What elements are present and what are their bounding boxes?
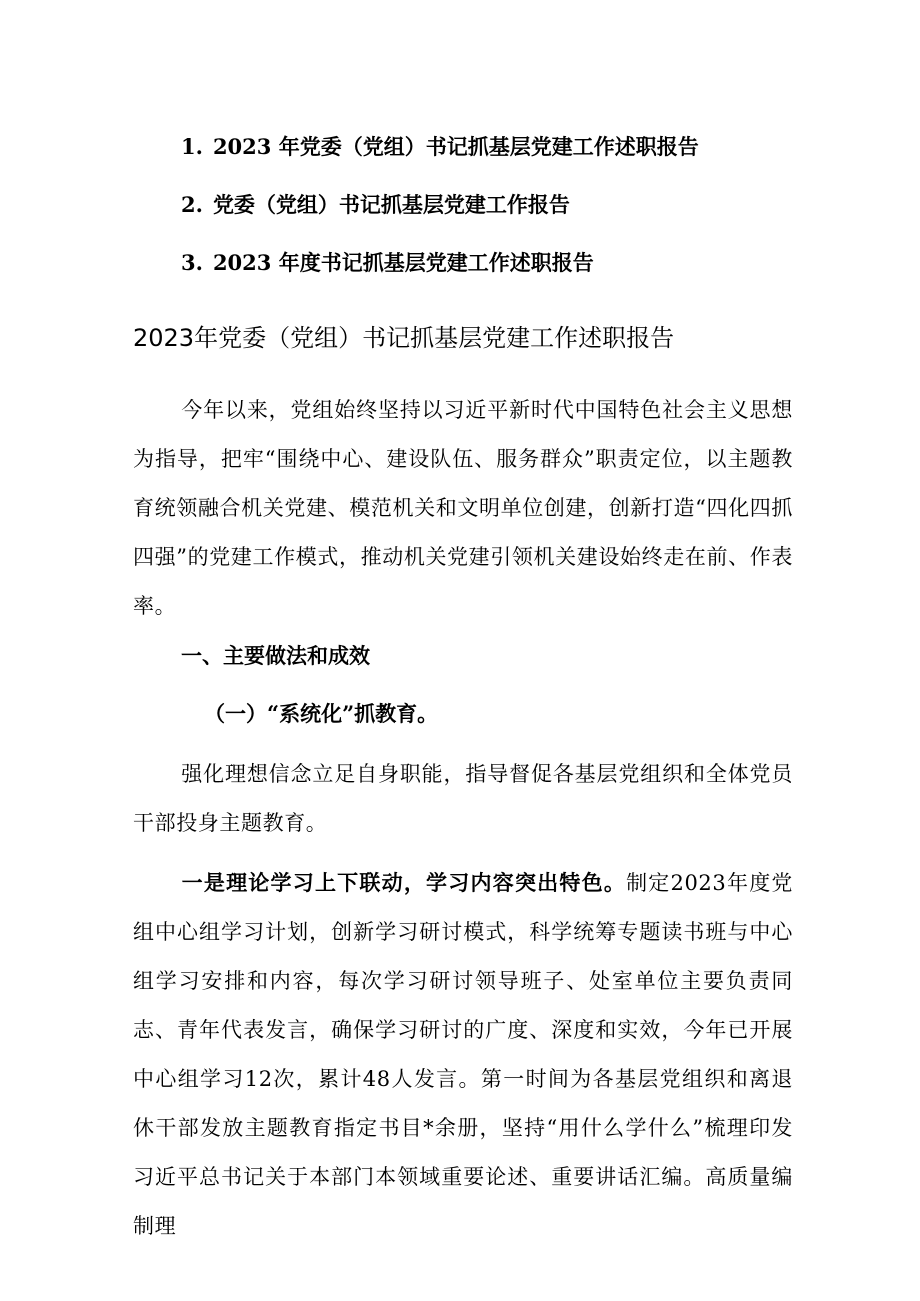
- intro-paragraph: [133, 386, 793, 631]
- toc-item-number: 2.: [181, 192, 203, 217]
- toc-item-text: 2023 年党委（党组）书记抓基层党建工作述职报告: [212, 134, 699, 159]
- point-lead: 一是理论学习上下联动，学习内容突出特色。: [181, 870, 627, 895]
- table-of-contents: [181, 130, 821, 304]
- toc-item-text: 2023 年度书记抓基层党建工作述职报告: [212, 250, 594, 275]
- point-body: 制定2023年度党组中心组学习计划，创新学习研讨模式，科学统筹专题读书班与中心组学习安排和内容，每次学习研讨领导班子、处室单位主要负责同志、青年代表发言，确保学习研讨的广度、深度和实效，今年已开展中心组学习12次，累计48人发言。第一时间为各基层党组织和离退休干部发放主题教育指定书目*余册，坚持“用什么学什么”梳理印发习近平总书记关于本部门本领域重要论述、重要讲话汇编。高质量编制理: [133, 871, 794, 1238]
- subsection-heading: （一）“系统化”抓教育。: [204, 701, 439, 726]
- toc-item-2[interactable]: [181, 188, 821, 246]
- intro-paragraph-text: 今年以来，党组始终坚持以习近平新时代中国特色社会主义思想为指导，把牢“围绕中心、建设队伍、服务群众”职责定位，以主题教育统领融合机关党建、模范机关和文明单位创建，创新打造“四化四抓四强”的党建工作模式，推动机关党建引领机关建设始终走在前、作表率。: [133, 398, 793, 618]
- subsection-paragraph: [133, 750, 793, 848]
- document-title: 2023年党委（党组）书记抓基层党建工作述职报告: [133, 324, 675, 352]
- toc-item-3[interactable]: [181, 246, 821, 304]
- subsection-paragraph-text: 强化理想信念立足自身职能，指导督促各基层党组织和全体党员干部投身主题教育。: [133, 762, 793, 835]
- section-heading: 一、主要做法和成效: [181, 643, 370, 668]
- point-paragraph: [133, 858, 793, 1251]
- toc-item-text: 党委（党组）书记抓基层党建工作报告: [212, 192, 570, 217]
- toc-item-number: 3.: [181, 250, 203, 275]
- toc-item-number: 1.: [181, 134, 203, 159]
- toc-item-1[interactable]: [181, 130, 821, 188]
